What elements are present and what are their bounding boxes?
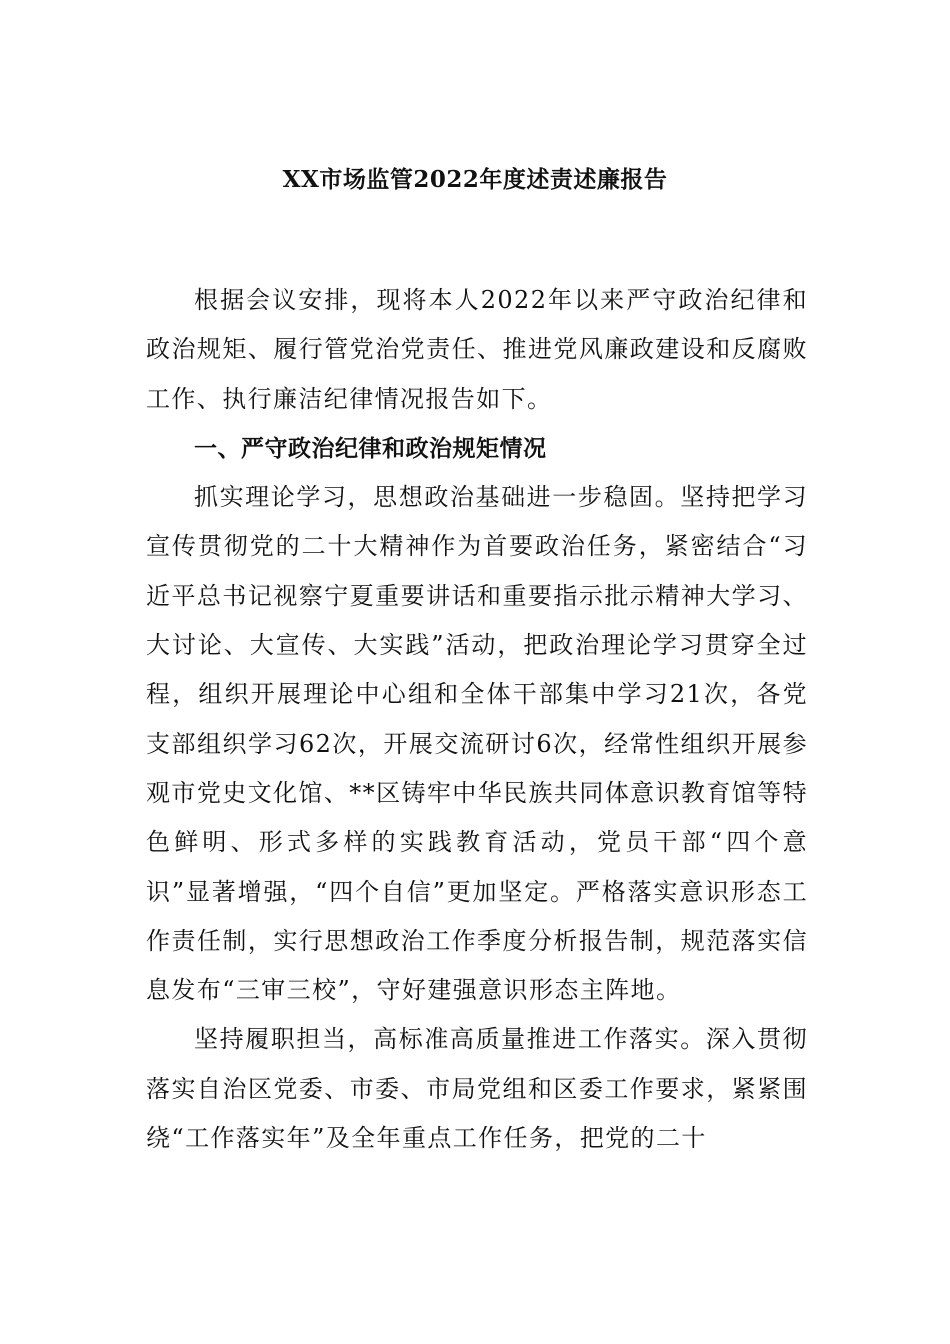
document-body — [146, 276, 808, 1163]
body-paragraph-1: 抓实理论学习，思想政治基础进一步稳固。坚持把学习宣传贯彻党的二十大精神作为首要政治任务，紧密结合“习近平总书记视察宁夏重要讲话和重要指示批示精神大学习、大讨论、大宣传、大实践”活动，把政治理论学习贯穿全过程，组织开展理论中心组和全体干部集中学习21次，各党支部组织学习62次，开展交流研讨6次，经常性组织开展参观市党史文化馆、**区铸牢中华民族共同体意识教育馆等特色鲜明、形式多样的实践教育活动，党员干部“四个意识”显著增强，“四个自信”更加坚定。严格落实意识形态工作责任制，实行思想政治工作季度分析报告制，规范落实信息发布“三审三校”，守好建强意识形态主阵地。 — [146, 483, 808, 1005]
section-heading-1: 一、严守政治纪律和政治规矩情况 — [194, 434, 547, 462]
document-title: XX市场监管2022年度述责述廉报告 — [282, 166, 668, 193]
body-paragraph-2: 坚持履职担当，高标准高质量推进工作落实。深入贯彻落实自治区党委、市委、市局党组和区委工作要求，紧紧围绕“工作落实年”及全年重点工作任务，把党的二十 — [146, 1025, 808, 1153]
intro-paragraph: 根据会议安排，现将本人2022年以来严守政治纪律和政治规矩、履行管党治党责任、推进党风廉政建设和反腐败工作、执行廉洁纪律情况报告如下。 — [146, 286, 808, 413]
